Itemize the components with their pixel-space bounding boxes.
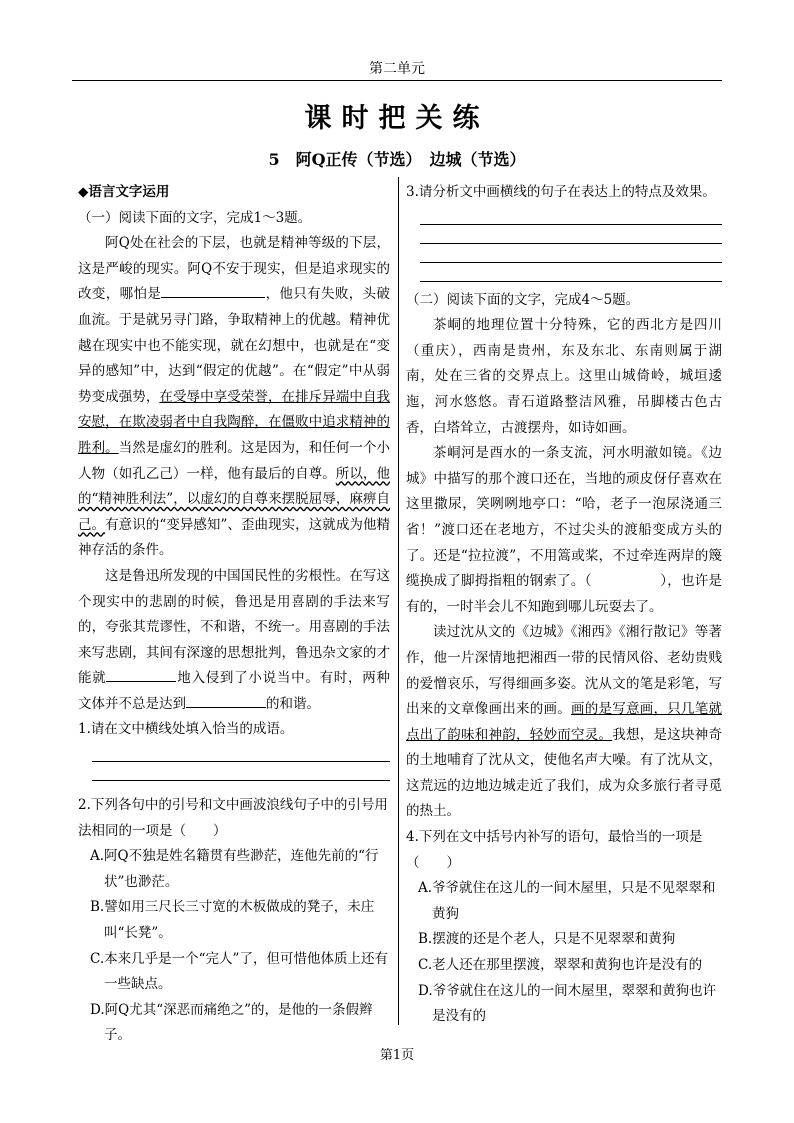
fill-blank-3[interactable]: [186, 693, 266, 708]
answer-line[interactable]: [420, 225, 722, 244]
passage-paragraph-1: [78, 231, 390, 564]
text-run: 当然是虚幻的胜利。这是因为，和任何一个小人物（如孔乙己）一样，他有最后的自尊。: [78, 439, 391, 482]
option-a[interactable]: A.阿Q不独是姓名籍贯有些渺茫，连他先前的“行状”也渺茫。: [90, 848, 379, 890]
text-run: 地入侵到了小说当中。有时，两种文体并不总是达到: [78, 670, 391, 712]
fill-blank-2[interactable]: [106, 667, 176, 682]
header-rule: [72, 80, 722, 81]
section-heading: ◆语言文字运用: [78, 184, 170, 200]
right-column: [406, 180, 722, 1030]
unit-header: 第二单元: [369, 61, 425, 77]
option-d[interactable]: D.阿Q尤其“深恶而痛绝之”的，是他的一条假辫子。: [90, 1001, 373, 1044]
answer-line[interactable]: [92, 762, 390, 781]
reading-intro-1: （一）阅读下面的文字，完成1～3题。: [78, 209, 312, 226]
underlined-sentence: 在受辱中享受荣誉，在排斥异端中自我安慰，在欺凌弱者中自我陶醉，在僵败中追求精神的胜利。: [78, 388, 391, 456]
answer-line[interactable]: [420, 263, 722, 282]
answer-line[interactable]: [420, 206, 722, 225]
column-divider: [398, 177, 399, 1025]
text-run: 这是鲁迅所发现的中国国民性的劣根性。在写这个现实中的悲剧的时候，鲁迅是用喜剧的手法来写的，夸张其荒谬性，不和谐，不统一。用喜剧的手法来写悲剧，其间有深邃的思想批判，鲁迅杂文家的才能就: [78, 567, 390, 687]
text-run: 读过沈从文的《边城》《湘西》《湘行散记》等著作，他一片深情地把湘西一带的民情风俗、老幼贵贱的爱憎哀乐，写得细画多姿。沈从文的笔是彩笔，写出来的文章像画出来的画。: [406, 624, 722, 718]
reading-intro-2: （二）阅读下面的文字，完成4～5题。: [406, 291, 640, 308]
question-3: 3.请分析文中画横线的句子在表达上的特点及效果。: [406, 184, 716, 200]
option-a[interactable]: A.爷爷就住在这儿的一间木屋里，只是不见翠翠和黄狗: [418, 880, 716, 922]
passage-paragraph-2: [78, 564, 390, 718]
wavy-sentence: 所以，他的“精神胜利法”，以虚幻的自尊来摆脱屈辱，麻痹自己。: [78, 465, 391, 533]
answer-line[interactable]: [420, 244, 722, 263]
text-run: 有意识的“变异感知”、歪曲现实，这就成为他精神存活的条件。: [78, 516, 390, 559]
left-column: [78, 180, 390, 1049]
text-run: 阿Q处在社会的下层，也就是精神等级的下层，这是严峻的现实。阿Q不安于现实，但是追求现实的改变，哪怕是: [78, 235, 390, 303]
passage-paragraph-5: [406, 620, 722, 825]
lesson-title: 5 阿Q正传（节选） 边城（节选）: [268, 150, 526, 169]
option-b[interactable]: B.摆渡的还是个老人，只是不见翠翠和黄狗: [418, 931, 676, 948]
passage-paragraph-4: 茶峒河是酉水的一条支流，河水明澈如镜。《边城》中描写的那个渡口还在，当地的顽皮伢仔喜欢在这里撒尿，笑咧咧地亭口：“哈，老子一泡尿浇通三省！”渡口还在老地方，不过尖头的渡船变成方头的了。还是“拉拉渡”，不用篙或桨，不过牵连两岸的篾缆换成了脚拇指粗的钢索了。（ ），也许是有的，一时半会儿不知跑到哪儿玩耍去了。: [406, 445, 722, 615]
option-d[interactable]: D.爷爷就住在这儿的一间木屋里，翠翠和黄狗也许是没有的: [418, 982, 717, 1025]
text-run: 我想，是这块神奇的土地哺育了沈从文，使他名声大噪。有了沈从文，这荒远的边地边城走近了我们，成为众多旅行者寻觅的热土。: [406, 726, 722, 820]
page-title: 课时把关练: [304, 103, 490, 134]
passage-paragraph-3: 茶峒的地理位置十分特殊，它的西北方是四川（重庆），西南是贵州，东及东北、东南则属于湖南，处在三省的交界点上。这里山城倚岭，城垣逶迤，河水悠悠。青石道路整洁风雅，吊脚楼古色古香，白塔耸立，古渡摆舟，如诗如画。: [406, 317, 722, 436]
question-1: 1.请在文中横线处填入恰当的成语。: [78, 721, 294, 738]
text-run: ，他只有失败，头破血流。于是就另寻门路，争取精神上的优越。精神优越在现实中也不能实现，就在幻想中，也就是在“变异的感知”中，达到“假定的优越”。在“假定”中从弱势变成强势，: [78, 286, 391, 405]
fill-blank-1[interactable]: [161, 283, 265, 298]
option-c[interactable]: C.本来几乎是一个“完人”了，但可惜他体质上还有一些缺点。: [90, 950, 388, 993]
answer-line[interactable]: [92, 743, 390, 762]
question-4: 4.下列在文中括号内补写的语句，最恰当的一项是（ ）: [406, 829, 703, 871]
option-c[interactable]: C.老人还在那里摆渡，翠翠和黄狗也许是没有的: [418, 957, 703, 974]
question-2: 2.下列各句中的引号和文中画波浪线句子中的引号用法相同的一项是（ ）: [78, 797, 388, 839]
text-run: 的和谐。: [266, 695, 320, 712]
page-number: 第1页: [379, 1048, 415, 1063]
option-b[interactable]: B.譬如用三尺长三寸宽的木板做成的凳子，未庄叫“长凳”。: [90, 899, 375, 942]
underlined-sentence: 画的是写意画，只几笔就点出了韵味和神韵，轻妙而空灵。: [406, 701, 722, 743]
